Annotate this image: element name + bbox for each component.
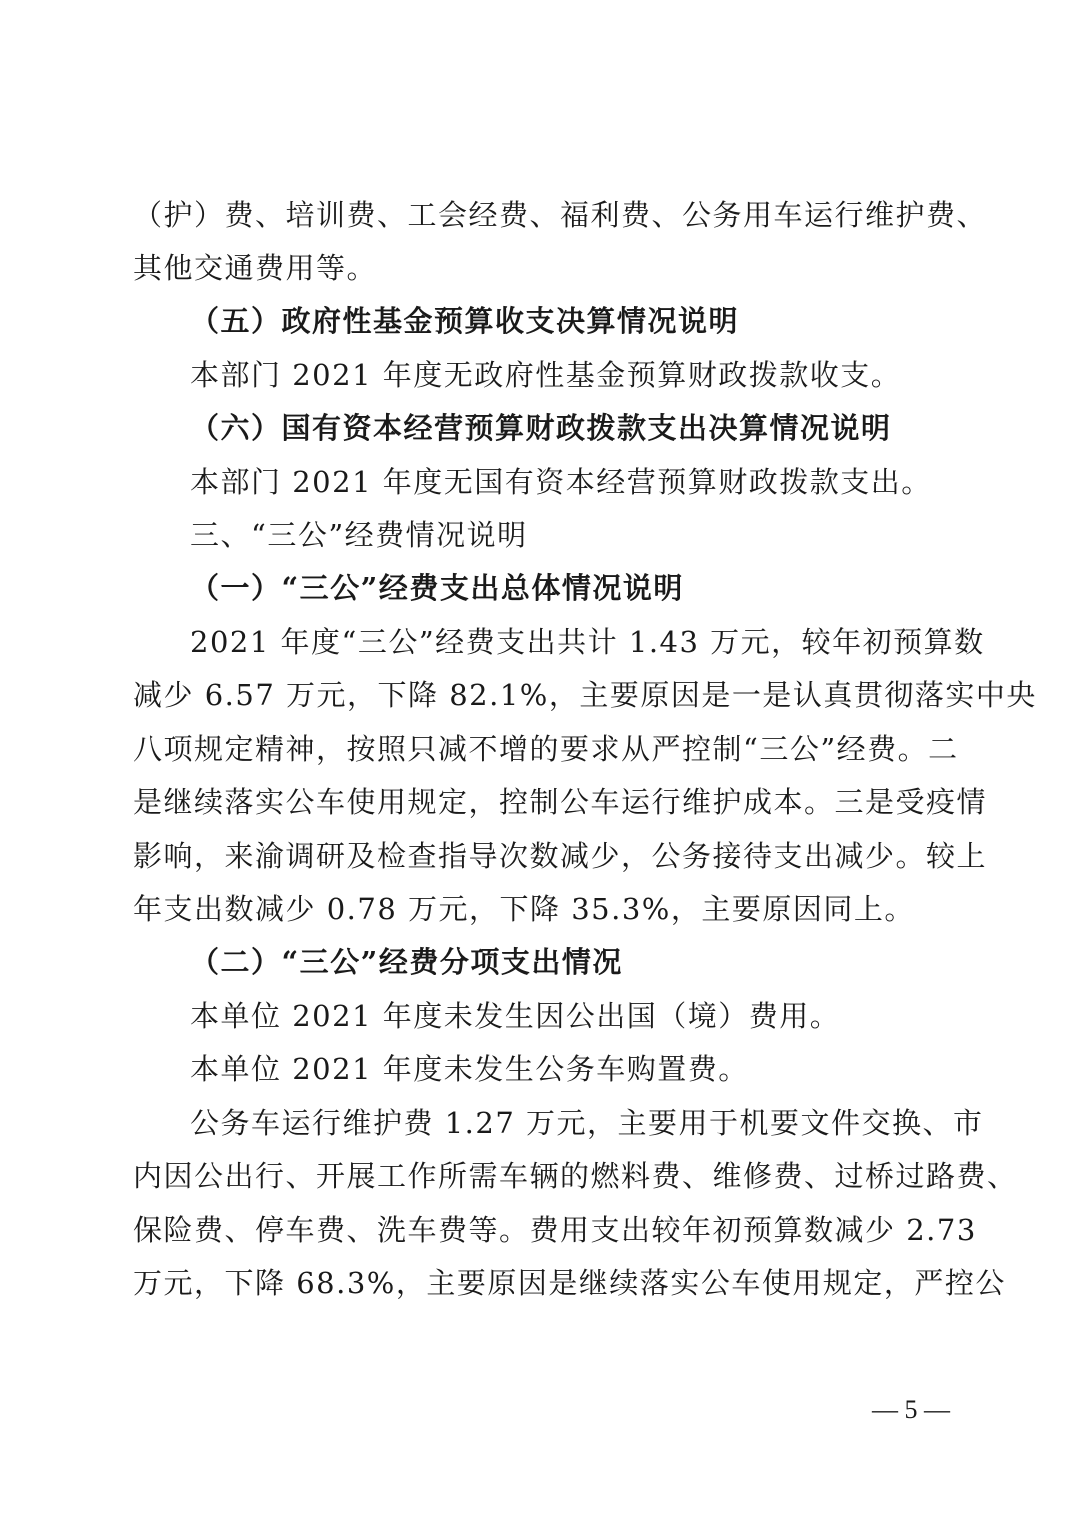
section-heading: （二）“三公”经费分项支出情况	[190, 945, 623, 979]
body-text-line: 是继续落实公车使用规定，控制公车运行维护成本。三是受疫情	[133, 785, 988, 819]
section-heading: （一）“三公”经费支出总体情况说明	[190, 571, 684, 605]
section-heading: 三、“三公”经费情况说明	[190, 518, 528, 552]
body-text-line: 八项规定精神，按照只减不增的要求从严控制“三公”经费。二	[133, 732, 959, 766]
body-text-line: 影响，来渝调研及检查指导次数减少，公务接待支出减少。较上	[133, 839, 988, 873]
body-text-line: （护）费、培训费、工会经费、福利费、公务用车运行维护费、	[133, 198, 988, 232]
body-text-line: 其他交通费用等。	[133, 251, 378, 285]
section-heading: （六）国有资本经营预算财政拨款支出决算情况说明	[190, 411, 892, 445]
body-text-line: 保险费、停车费、洗车费等。费用支出较年初预算数减少 2.73	[133, 1213, 977, 1247]
body-text-line: 公务车运行维护费 1.27 万元，主要用于机要文件交换、市	[190, 1106, 984, 1140]
body-text-line: 万元，下降 68.3%，主要原因是继续落实公车使用规定，严控公	[133, 1266, 1006, 1300]
body-text-line: 内因公出行、开展工作所需车辆的燃料费、维修费、过桥过路费、	[133, 1159, 1018, 1193]
body-text-line: 2021 年度“三公”经费支出共计 1.43 万元，较年初预算数	[190, 625, 985, 659]
body-text-line: 本单位 2021 年度未发生因公出国（境）费用。	[190, 999, 841, 1033]
body-text-line: 本单位 2021 年度未发生公务车购置费。	[190, 1052, 749, 1086]
body-text-line: 本部门 2021 年度无政府性基金预算财政拨款收支。	[190, 358, 902, 392]
section-heading: （五）政府性基金预算收支决算情况说明	[190, 304, 740, 338]
body-text-line: 本部门 2021 年度无国有资本经营预算财政拨款支出。	[190, 465, 932, 499]
body-text-line: 减少 6.57 万元，下降 82.1%，主要原因是一是认真贯彻落实中央	[133, 678, 1037, 712]
body-text-line: 年支出数减少 0.78 万元，下降 35.3%，主要原因同上。	[133, 892, 915, 926]
page-number: — 5 —	[872, 1395, 950, 1424]
